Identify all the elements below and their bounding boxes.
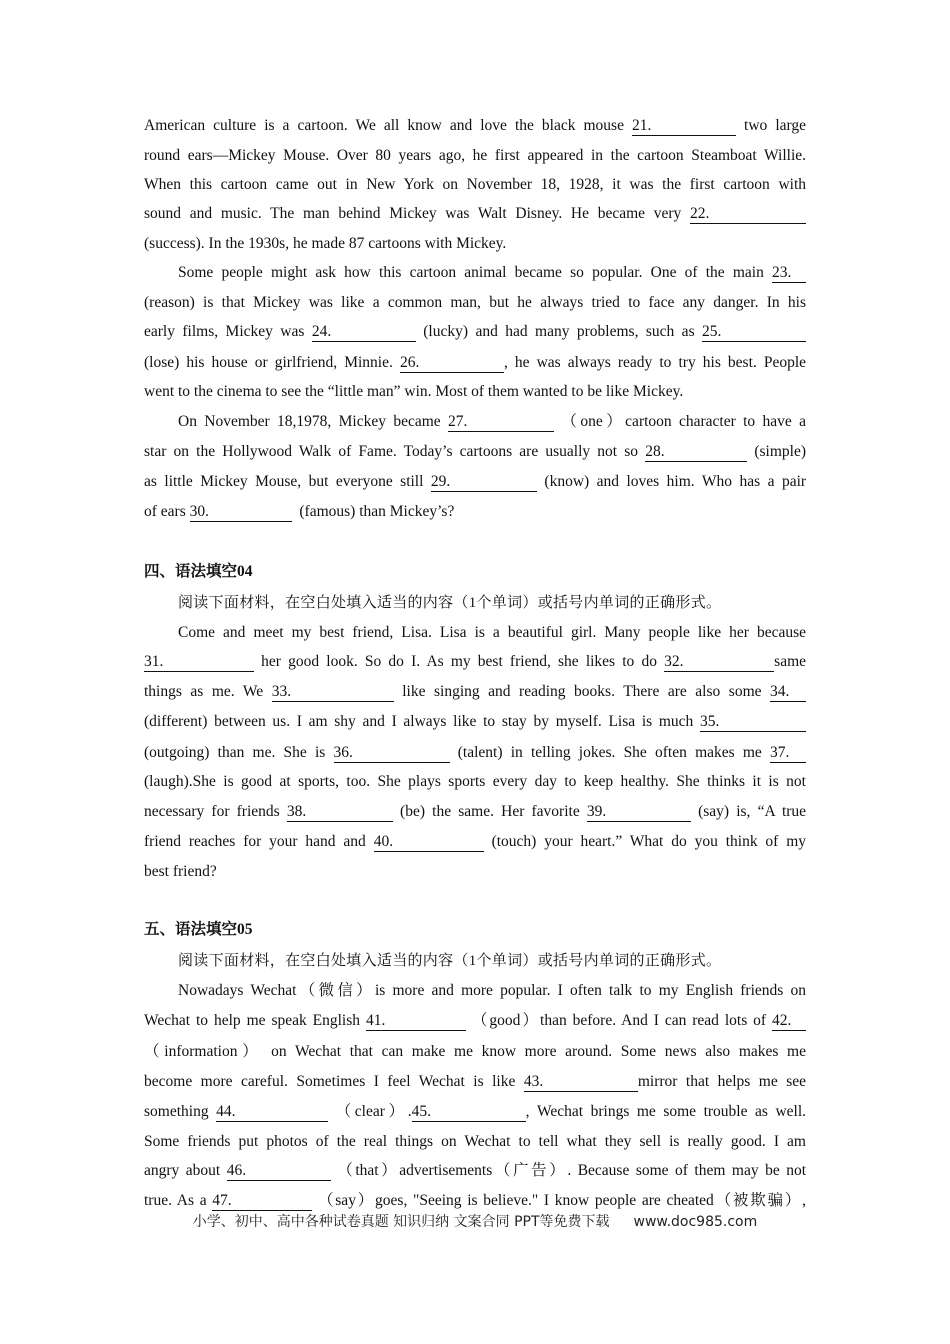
blank-21[interactable]: 21. bbox=[632, 117, 736, 136]
section-heading: 五、语法填空05 bbox=[144, 921, 253, 938]
blank-44[interactable]: 44. bbox=[216, 1103, 328, 1122]
blank-36[interactable]: 36. bbox=[334, 744, 450, 763]
blank-40[interactable]: 40. bbox=[374, 833, 484, 852]
text-line: things as me. We 33. like singing and reading books. There are also some 34. bbox=[144, 682, 806, 702]
text-line: round ears—Mickey Mouse. Over 80 years ago, he first appeared in the cartoon Steamboat Willie. bbox=[144, 147, 806, 164]
blank-41[interactable]: 41. bbox=[366, 1012, 466, 1031]
text-line: something 44. （clear）.45. , Wechat brings me some trouble as well. bbox=[144, 1103, 807, 1120]
blank-30[interactable]: 30. bbox=[190, 503, 292, 522]
text-line: star on the Hollywood Walk of Fame. Today’s cartoons are usually not so 28. (simple) bbox=[144, 443, 807, 460]
text-line: （information） on Wechat that can make me know more around. Some news also makes me bbox=[144, 1043, 806, 1060]
text-line: of ears 30. (famous) than Mickey’s? bbox=[144, 503, 455, 520]
blank-24[interactable]: 24. bbox=[312, 323, 416, 342]
text-line: When this cartoon came out in New York on November 18, 1928, it was the first cartoon with bbox=[144, 176, 806, 193]
text-line: (outgoing) than me. She is 36. (talent) in telling jokes. She often makes me 37. bbox=[144, 743, 806, 763]
text-line: (reason) is that Mickey was like a common man, but he always tried to face any danger. In his bbox=[144, 294, 806, 311]
blank-23[interactable]: 23. bbox=[772, 264, 806, 283]
text-line: become more careful. Sometimes I feel Wechat is like 43. mirror that helps me see bbox=[144, 1073, 806, 1090]
blank-47[interactable]: 47. bbox=[212, 1192, 312, 1211]
blank-29[interactable]: 29. bbox=[431, 473, 537, 492]
text-line: Nowadays Wechat（微信）is more and more popular. I often talk to my English friends on bbox=[178, 982, 806, 999]
section-heading: 四、语法填空04 bbox=[144, 563, 253, 580]
text-line: true. As a 47. （say）goes, "Seeing is believe." I know people are cheated（被欺骗）, bbox=[144, 1192, 807, 1209]
text-line: Some friends put photos of the real things on Wechat to tell what they sell is really good. I am bbox=[144, 1133, 806, 1150]
text-line: early films, Mickey was 24. (lucky) and had many problems, such as 25. bbox=[144, 322, 806, 342]
blank-45[interactable]: 45. bbox=[412, 1103, 526, 1122]
footer-text: 小学、初中、高中各种试卷真题 知识归纳 文案合同 PPT等免费下载 bbox=[192, 1214, 610, 1230]
text-line: necessary for friends 38. (be) the same. Her favorite 39. (say) is, “A true bbox=[144, 803, 807, 820]
blank-25[interactable]: 25. bbox=[702, 323, 806, 342]
footer-url[interactable]: www.doc985.com bbox=[633, 1214, 758, 1230]
page-footer bbox=[0, 1212, 950, 1232]
text-line: (different) between us. I am shy and I always like to stay by myself. Lisa is much 35. bbox=[144, 712, 806, 732]
text-line: (lose) his house or girlfriend, Minnie. 26. , he was always ready to try his best. People bbox=[144, 354, 807, 371]
blank-32[interactable]: 32. bbox=[664, 653, 774, 672]
text-line: 31. her good look. So do I. As my best friend, she likes to do 32. same bbox=[144, 653, 807, 670]
blank-35[interactable]: 35. bbox=[700, 713, 806, 732]
text-line: went to the cinema to see the “little man” win. Most of them wanted to be like Mickey. bbox=[144, 383, 684, 400]
blank-28[interactable]: 28. bbox=[645, 443, 747, 462]
blank-37[interactable]: 37. bbox=[770, 744, 806, 763]
blank-38[interactable]: 38. bbox=[287, 803, 393, 822]
blank-22[interactable]: 22. bbox=[690, 205, 806, 224]
text-line: Come and meet my best friend, Lisa. Lisa is a beautiful girl. Many people like her because bbox=[178, 624, 806, 641]
text-line: angry about 46. （that）advertisements（广告）. Because some of them may be not bbox=[144, 1162, 807, 1179]
instruction: 阅读下面材料，在空白处填入适当的内容（1个单词）或括号内单词的正确形式。 bbox=[178, 953, 722, 969]
blank-42[interactable]: 42. bbox=[772, 1012, 806, 1031]
text-line: friend reaches for your hand and 40. (touch) your heart.” What do you think of my bbox=[144, 833, 807, 850]
blank-27[interactable]: 27. bbox=[448, 413, 554, 432]
text-line: best friend? bbox=[144, 863, 217, 880]
text-line: sound and music. The man behind Mickey was Walt Disney. He became very 22. bbox=[144, 204, 806, 224]
text-line: On November 18,1978, Mickey became 27. （one）cartoon character to have a bbox=[178, 413, 807, 430]
blank-33[interactable]: 33. bbox=[272, 683, 394, 702]
text-line: (success). In the 1930s, he made 87 cartoons with Mickey. bbox=[144, 235, 507, 252]
text-line: Some people might ask how this cartoon animal became so popular. One of the main 23. bbox=[144, 263, 806, 283]
blank-43[interactable]: 43. bbox=[524, 1073, 638, 1092]
text-line: (laugh).She is good at sports, too. She plays sports every day to keep healthy. She thinks it is not bbox=[144, 773, 806, 790]
instruction: 阅读下面材料，在空白处填入适当的内容（1个单词）或括号内单词的正确形式。 bbox=[178, 595, 722, 611]
blank-31[interactable]: 31. bbox=[144, 653, 254, 672]
text-line: Wechat to help me speak English 41. （good）than before. And I can read lots of 42. bbox=[144, 1011, 806, 1031]
blank-26[interactable]: 26. bbox=[400, 354, 504, 373]
blank-39[interactable]: 39. bbox=[587, 803, 691, 822]
blank-46[interactable]: 46. bbox=[227, 1162, 331, 1181]
blank-34[interactable]: 34. bbox=[770, 683, 806, 702]
text-line: American culture is a cartoon. We all know and love the black mouse 21. two large bbox=[144, 117, 807, 134]
text-line: as little Mickey Mouse, but everyone still 29. (know) and loves him. Who has a pair bbox=[144, 473, 807, 490]
